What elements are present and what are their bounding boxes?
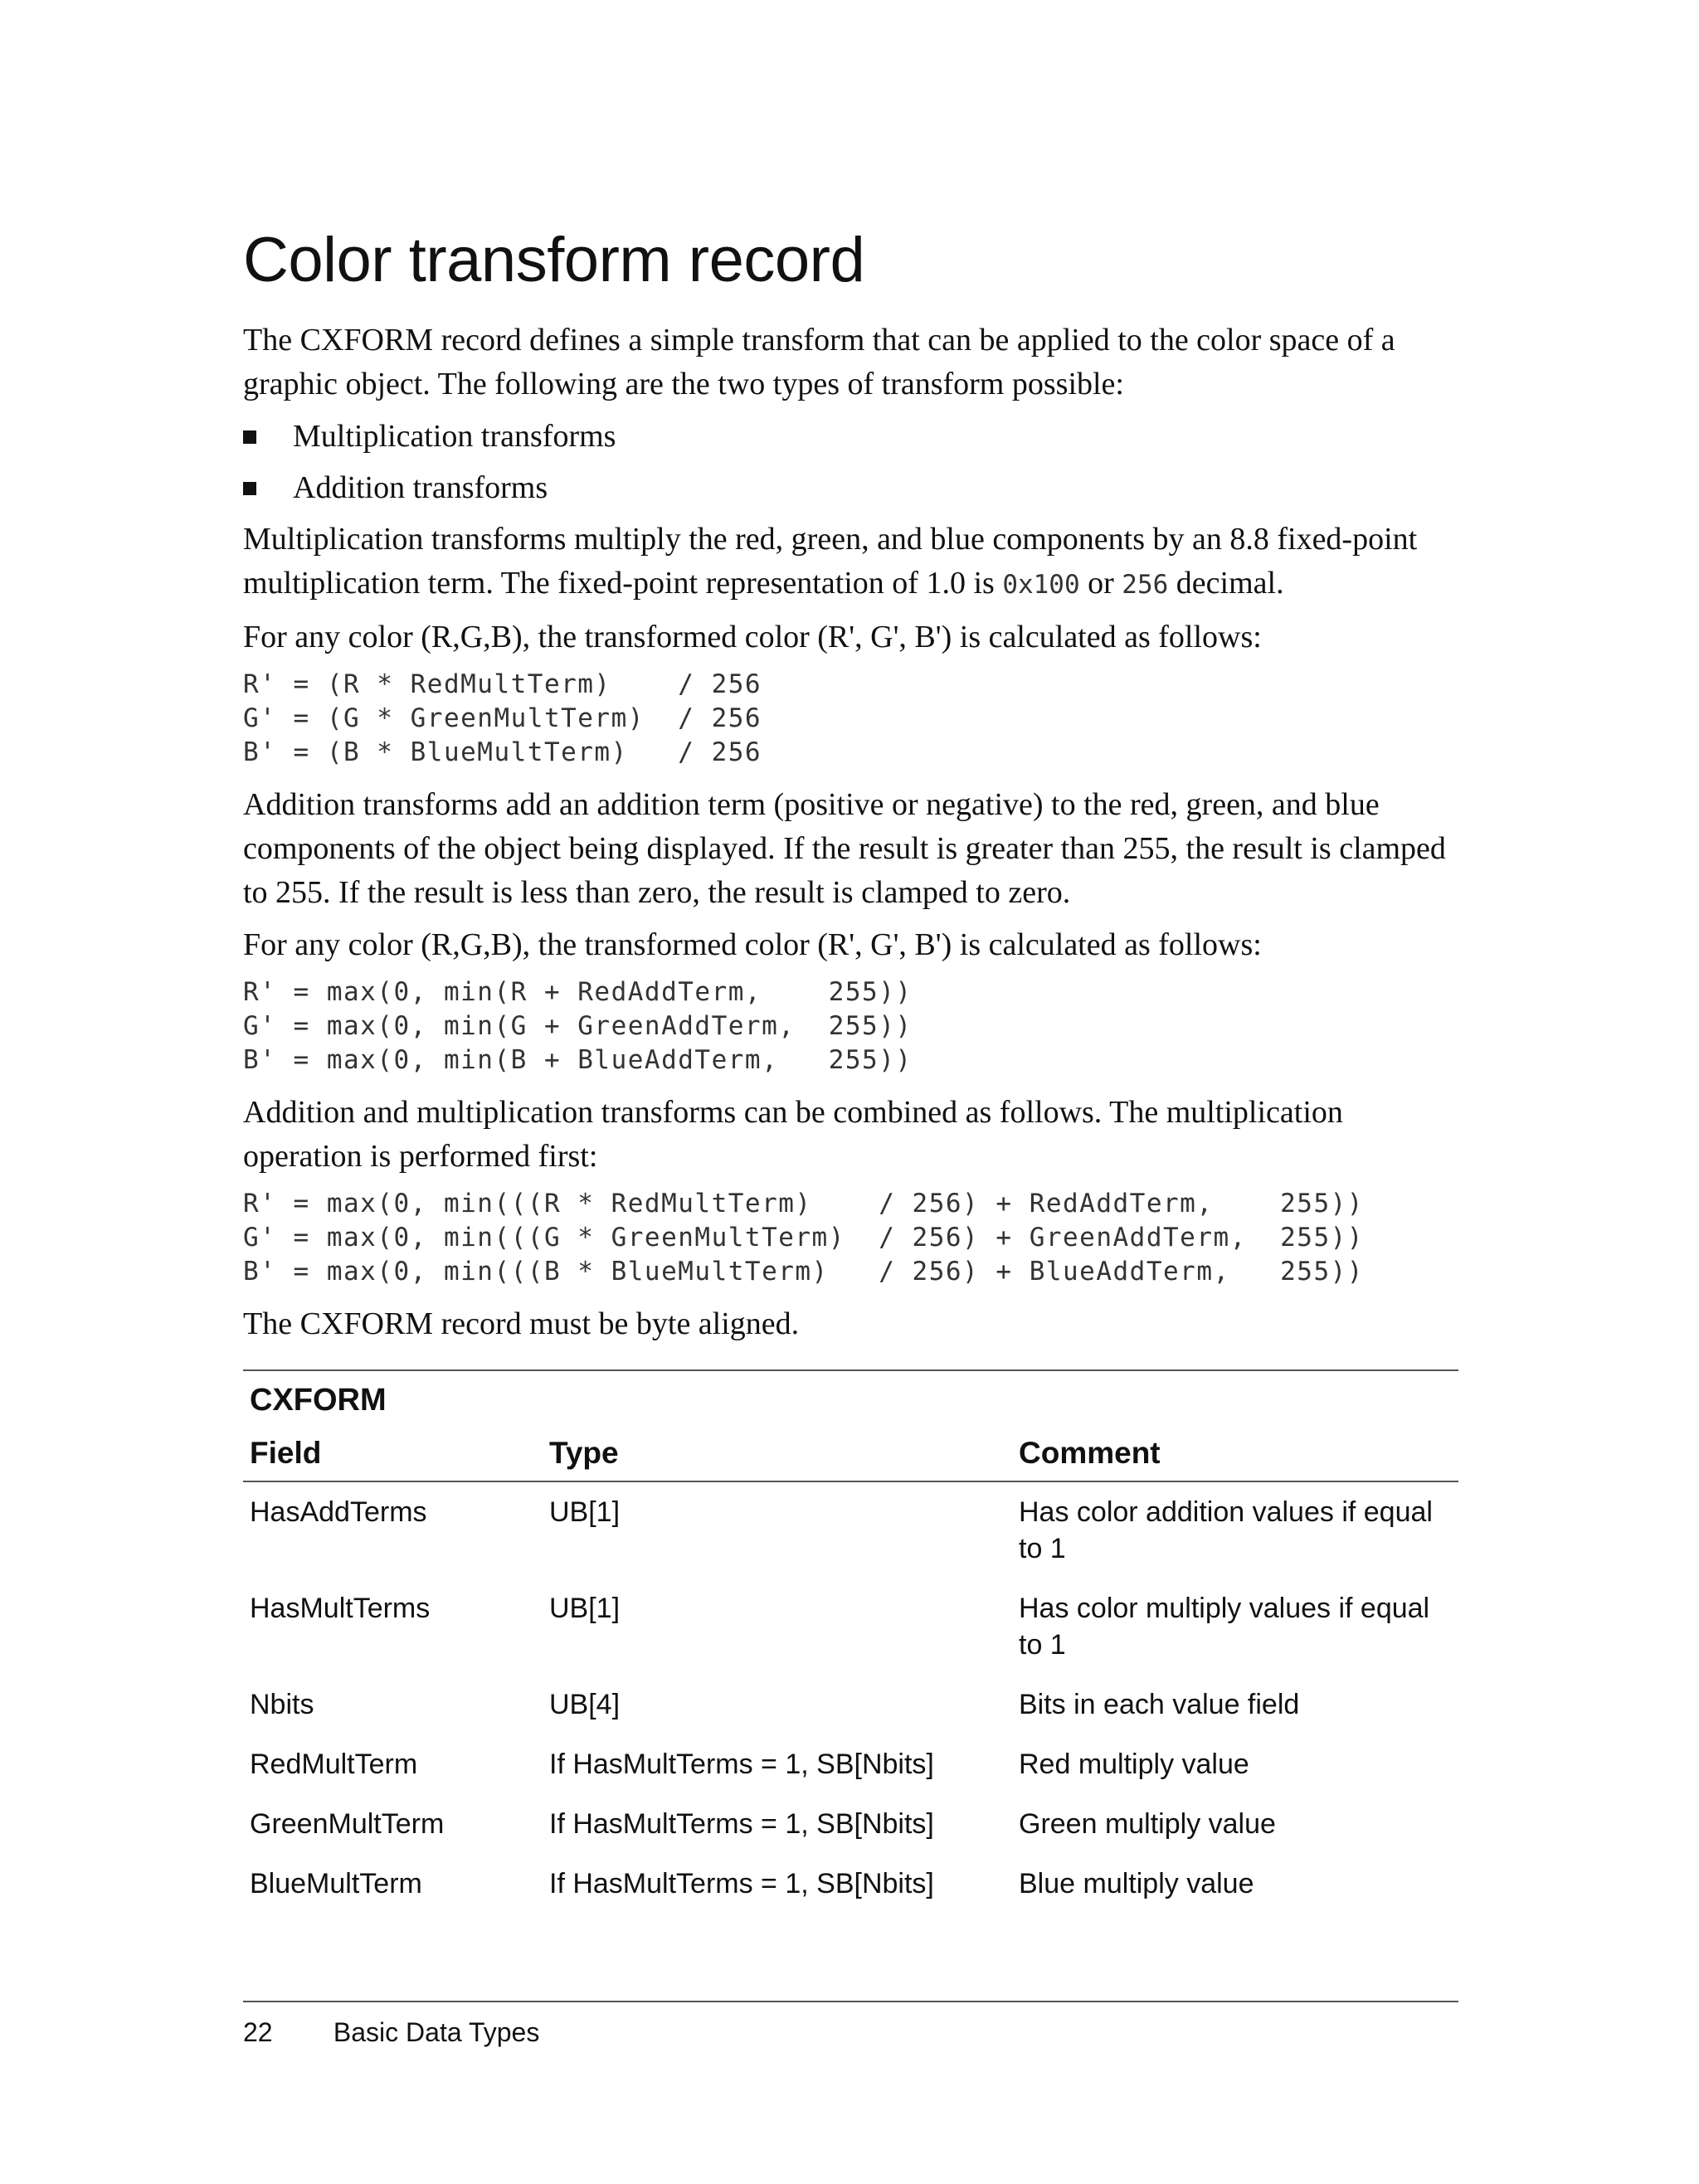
comment-cell: Has color multiply values if equal to 1 — [1019, 1593, 1430, 1661]
multiplication-text-a: Multiplication transforms multiply the red, green, and blue components by an 8.8 fixed-point multiplication term. The fixed-point representation of 1.0 is — [243, 522, 1418, 601]
page-title: Color transform record — [243, 225, 865, 295]
calculation-intro-2: For any color (R,G,B), the transformed color (R', G', B') is calculated as follows: — [243, 927, 1262, 962]
table-row — [243, 1675, 1458, 1734]
alignment-paragraph: The CXFORM record must be byte aligned. — [243, 1306, 800, 1341]
list-item-label: Multiplication transforms — [293, 419, 616, 454]
field-cell: GreenMultTerm — [250, 1808, 445, 1840]
field-cell: Nbits — [250, 1689, 314, 1720]
table-header-row — [243, 1423, 1458, 1481]
comment-cell: Red multiply value — [1019, 1749, 1249, 1780]
table-row — [243, 1481, 1458, 1578]
column-header-field: Field — [243, 1423, 543, 1481]
cxform-table — [243, 1423, 1458, 1914]
type-cell: UB[1] — [549, 1593, 621, 1624]
hex-value-code: 0x100 — [1002, 570, 1080, 600]
addition-code-block: R' = max(0, min(R + RedAddTerm, 255)) G' = max(0, min(G + GreenAddTerm, 255)) B' = max(0, min(B + BlueAddTerm, 255)) — [243, 977, 913, 1075]
list-item — [243, 415, 1458, 459]
type-cell: If HasMultTerms = 1, SB[Nbits] — [549, 1749, 934, 1780]
list-item-label: Addition transforms — [293, 470, 548, 505]
square-bullet-icon — [243, 482, 256, 495]
table-row — [243, 1794, 1458, 1854]
column-header-comment: Comment — [1012, 1423, 1458, 1481]
transform-types-list — [243, 415, 1458, 510]
comment-cell: Green multiply value — [1019, 1808, 1276, 1840]
field-cell: RedMultTerm — [250, 1749, 418, 1780]
type-cell: If HasMultTerms = 1, SB[Nbits] — [549, 1868, 934, 1899]
table-row — [243, 1578, 1458, 1675]
addition-paragraph: Addition transforms add an addition term (positive or negative) to the red, green, and blue components of the object being displayed. If the result is greater than 255, the result is clamped to 255. If the result is less than zero, the result is clamped to zero. — [243, 787, 1446, 910]
calculation-intro-1: For any color (R,G,B), the transformed color (R', G', B') is calculated as follows: — [243, 620, 1262, 654]
intro-paragraph: The CXFORM record defines a simple transform that can be applied to the color space of a graphic object. The following are the two types of transform possible: — [243, 323, 1395, 401]
table-caption: CXFORM — [250, 1383, 387, 1418]
comment-cell: Blue multiply value — [1019, 1868, 1254, 1899]
multiplication-code-block: R' = (R * RedMultTerm) / 256 G' = (G * GreenMultTerm) / 256 B' = (B * BlueMultTerm) / 256 — [243, 669, 762, 767]
field-cell: BlueMultTerm — [250, 1868, 422, 1899]
decimal-value-code: 256 — [1122, 570, 1169, 600]
page-footer — [243, 2001, 1458, 2048]
square-bullet-icon — [243, 430, 256, 444]
multiplication-text-b: or — [1079, 566, 1122, 601]
list-item — [243, 466, 1458, 510]
section-name: Basic Data Types — [333, 2017, 540, 2047]
field-cell: HasMultTerms — [250, 1593, 431, 1624]
field-cell: HasAddTerms — [250, 1496, 427, 1528]
type-cell: If HasMultTerms = 1, SB[Nbits] — [549, 1808, 934, 1840]
combined-paragraph: Addition and multiplication transforms can be combined as follows. The multiplication operation is performed first: — [243, 1095, 1343, 1174]
combined-code-block: R' = max(0, min(((R * RedMultTerm) / 256) + RedAddTerm, 255)) G' = max(0, min(((G * GreenMultTerm) / 256) + GreenAddTerm, 255)) B' = max(0, min(((B * BlueMultTerm) / 256) + BlueAddTerm, 255)) — [243, 1189, 1364, 1287]
cxform-table-section — [243, 1369, 1458, 1914]
multiplication-text-c: decimal. — [1168, 566, 1284, 601]
table-row — [243, 1734, 1458, 1794]
comment-cell: Bits in each value field — [1019, 1689, 1300, 1720]
comment-cell: Has color addition values if equal to 1 — [1019, 1496, 1433, 1564]
page-content — [243, 222, 1458, 1914]
table-row — [243, 1854, 1458, 1914]
type-cell: UB[1] — [549, 1496, 621, 1528]
multiplication-paragraph — [243, 518, 1458, 607]
column-header-type: Type — [543, 1423, 1012, 1481]
type-cell: UB[4] — [549, 1689, 621, 1720]
page-number: 22 — [243, 2017, 273, 2047]
